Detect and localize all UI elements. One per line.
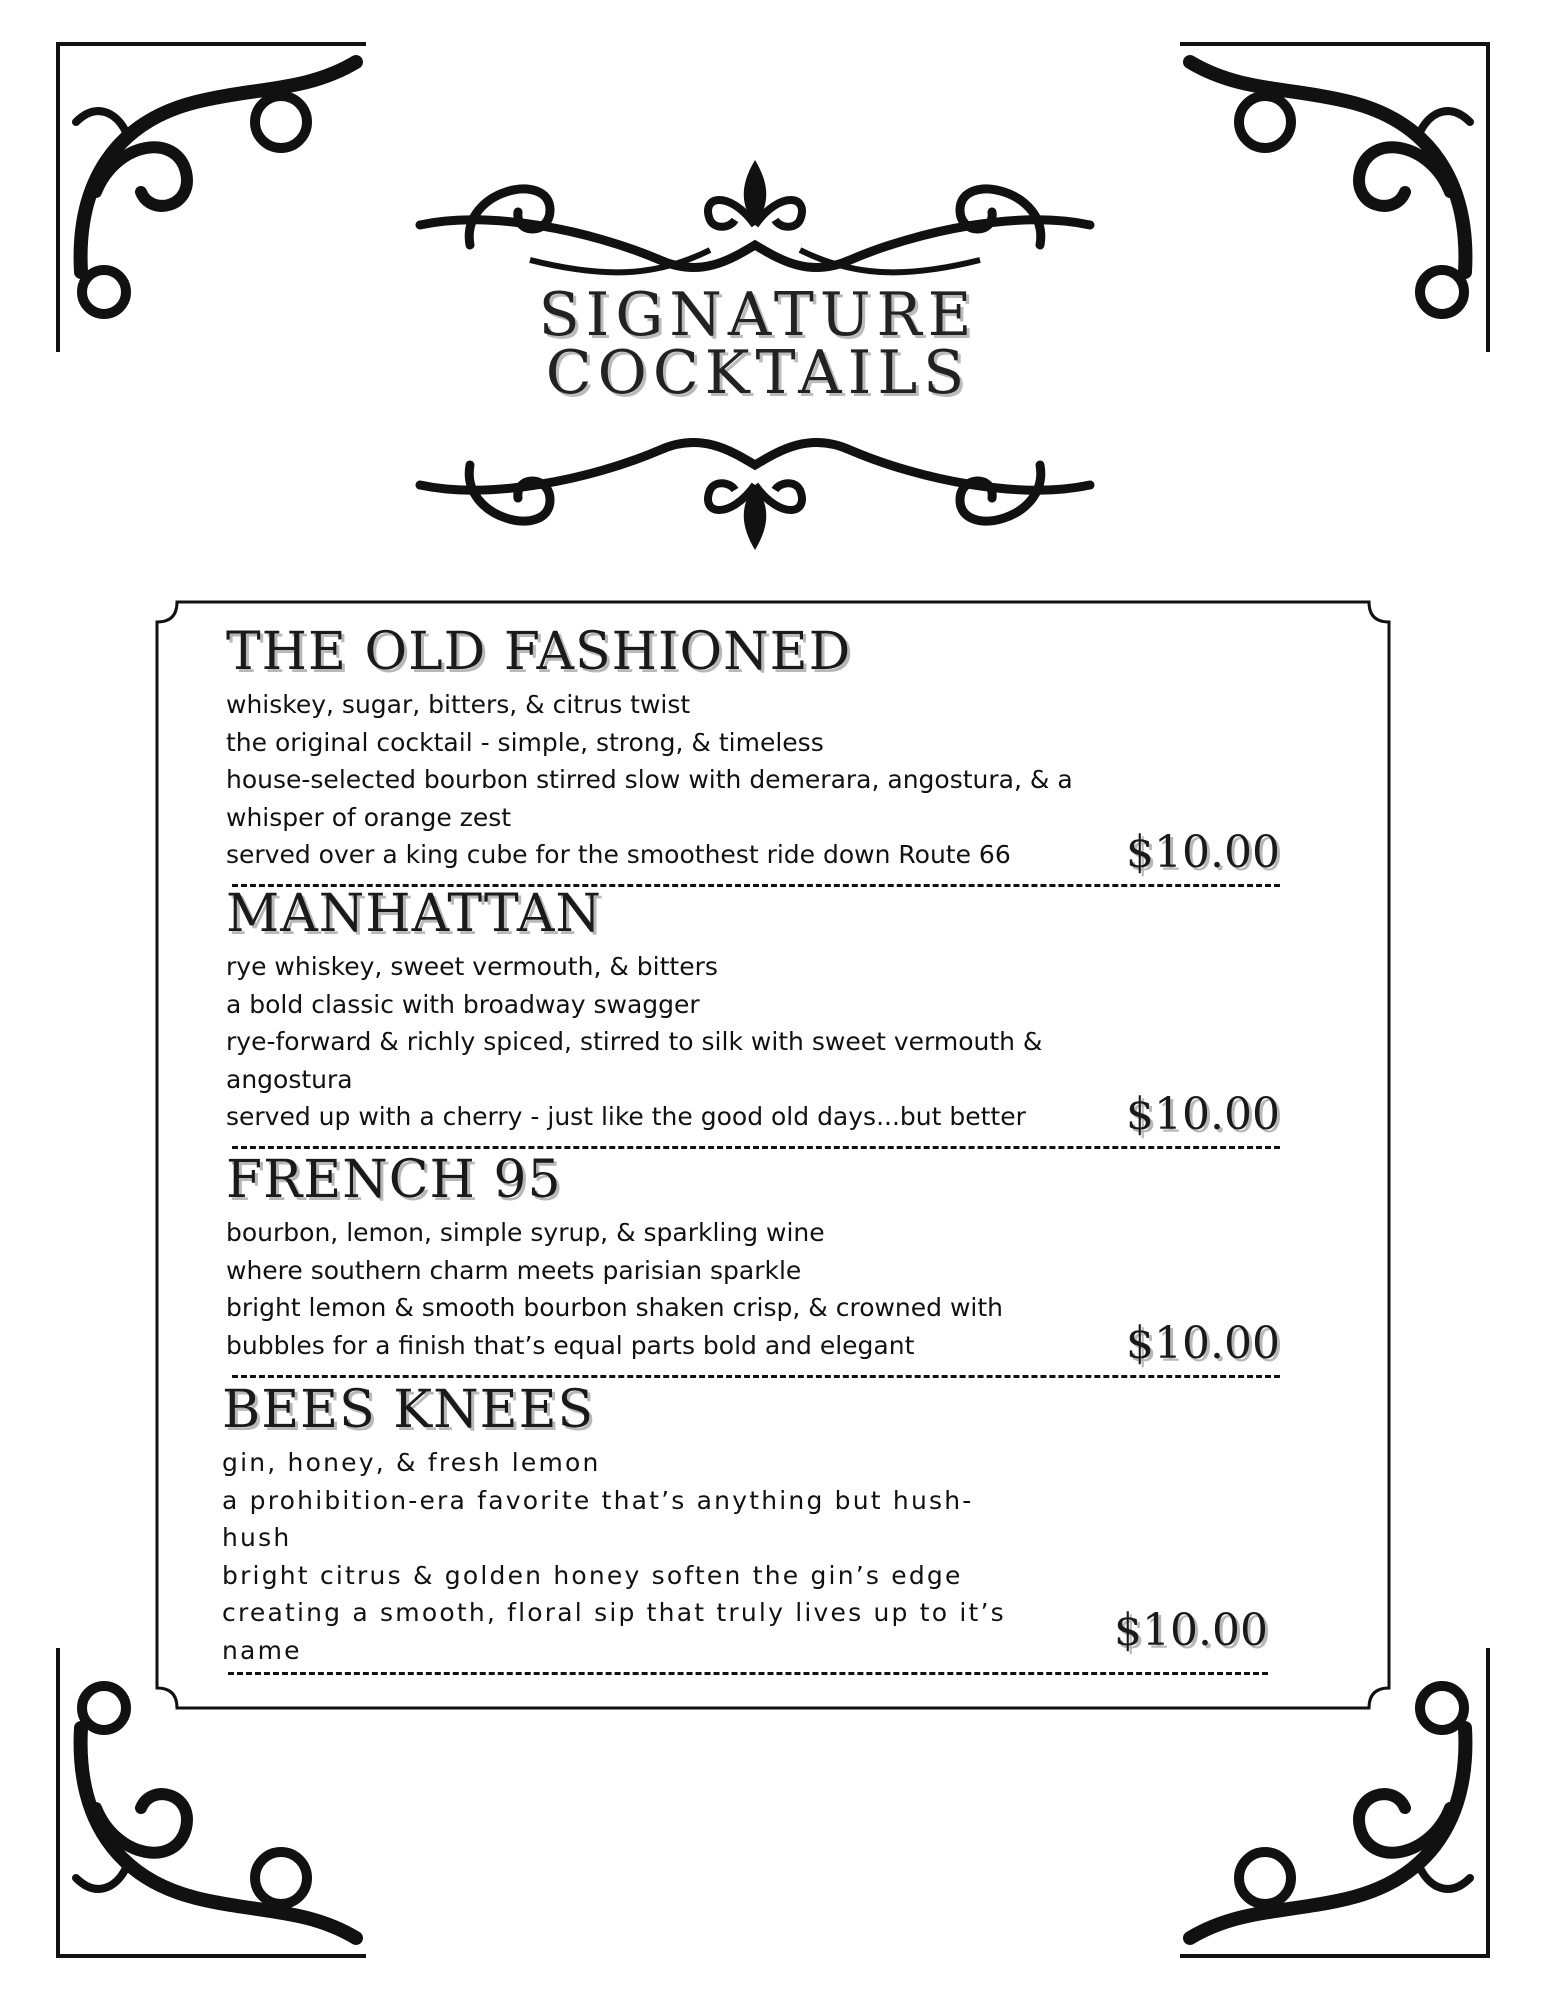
item-line: a bold classic with broadway swagger [226, 989, 700, 1019]
item-line: where southern charm meets parisian sparkle [226, 1255, 802, 1285]
dashed-divider [232, 1146, 1280, 1149]
title-line-1: SIGNATURE [538, 280, 978, 350]
item-line: the original cocktail - simple, strong, & timeless [226, 727, 824, 757]
item-price: $10.00 [1126, 1318, 1280, 1369]
item-name: FRENCH 95 [226, 1150, 562, 1210]
menu-item [222, 1380, 1282, 1690]
dashed-divider [228, 1672, 1268, 1675]
item-line: bourbon, lemon, simple syrup, & sparkling wine [226, 1218, 825, 1247]
item-line: house-selected bourbon stirred slow with demerara, angostura, & a whisper of orange zest [226, 765, 1073, 832]
fleur-de-lis-flourish-icon [410, 400, 1100, 560]
title-line-2: COCKTAILS [545, 338, 971, 408]
item-line: bright citrus & golden honey soften the gin’s edge creating a smooth, floral sip that truly lives up to it’s name [222, 1560, 1006, 1665]
item-line: rye whiskey, sweet vermouth, & bitters [226, 952, 718, 981]
dashed-divider [232, 1375, 1280, 1378]
item-line: bright lemon & smooth bourbon shaken crisp, & crowned with bubbles for a finish that’s equal parts bold and elegant [226, 1293, 1004, 1360]
page-title [400, 280, 1116, 408]
item-line: a prohibition-era favorite that’s anything but hush-hush [222, 1485, 974, 1552]
menu-item [226, 1150, 1286, 1382]
item-price: $10.00 [1114, 1605, 1268, 1656]
item-name: MANHATTAN [226, 884, 602, 944]
item-line: rye-forward & richly spiced, stirred to silk with sweet vermouth & angostura [226, 1027, 1043, 1094]
flourish-corner-icon [56, 42, 386, 372]
item-price: $10.00 [1126, 827, 1280, 878]
menu-item [226, 884, 1286, 1152]
item-line: gin, honey, & fresh lemon [222, 1448, 601, 1477]
menu-item [226, 622, 1286, 890]
item-name: THE OLD FASHIONED [226, 622, 852, 682]
flourish-corner-icon [1160, 42, 1490, 372]
item-line: whiskey, sugar, bitters, & citrus twist [226, 690, 691, 719]
item-line: served over a king cube for the smoothest ride down Route 66 [226, 840, 1011, 869]
item-price: $10.00 [1126, 1089, 1280, 1140]
item-name: BEES KNEES [222, 1380, 595, 1440]
item-line: served up with a cherry - just like the good old days...but better [226, 1102, 1026, 1131]
